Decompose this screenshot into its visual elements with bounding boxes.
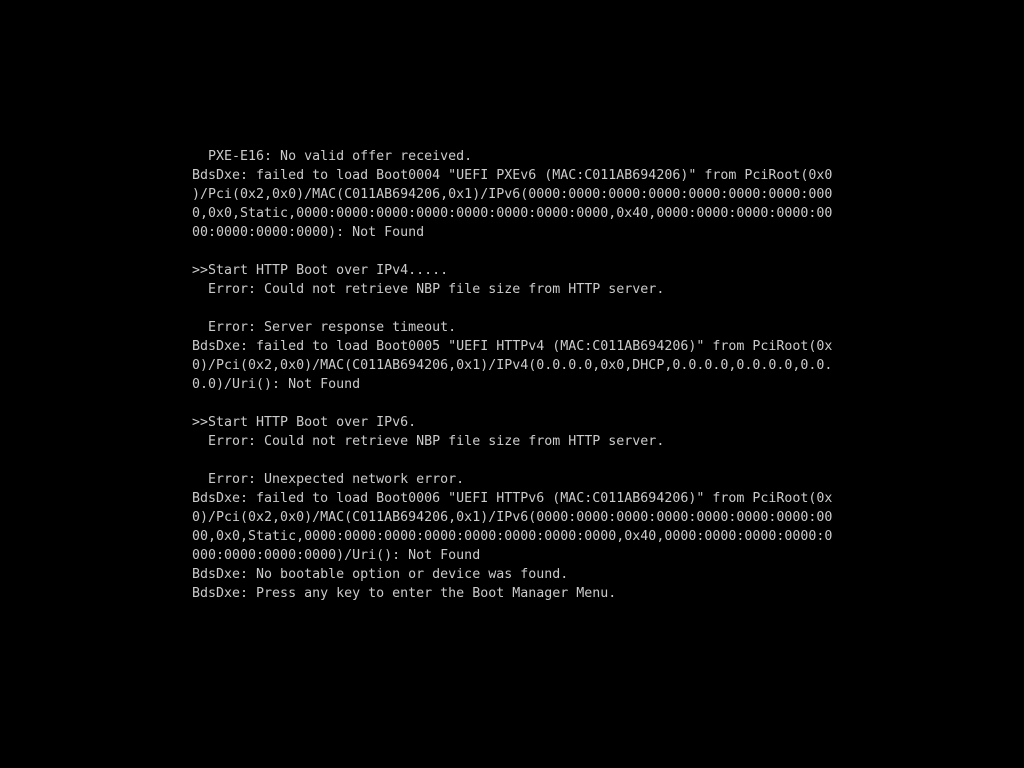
console-line [192, 451, 836, 470]
console-line [192, 394, 836, 413]
console-line [192, 242, 836, 261]
console-line: Error: Could not retrieve NBP file size from HTTP server. [192, 434, 665, 449]
console-line: 000:0000:0000:0000)/Uri(): Not Found [192, 548, 481, 563]
console-line: 0)/Pci(0x2,0x0)/MAC(C011AB694206,0x1)/IPv4(0.0.0.0,0x0,DHCP,0.0.0.0,0.0.0.0,0.0. [192, 358, 833, 373]
console-line: BdsDxe: Press any key to enter the Boot Manager Menu. [192, 586, 617, 601]
console-line: PXE-E16: No valid offer received. [192, 149, 473, 164]
console-line: Error: Server response timeout. [192, 320, 457, 335]
console-line: 00,0x0,Static,0000:0000:0000:0000:0000:0000:0000:0000,0x40,0000:0000:0000:0000:0 [192, 529, 833, 544]
console-line: Error: Unexpected network error. [192, 472, 465, 487]
console-line: 00:0000:0000:0000): Not Found [192, 225, 425, 240]
console-line: 0,0x0,Static,0000:0000:0000:0000:0000:0000:0000:0000,0x40,0000:0000:0000:0000:00 [192, 206, 833, 221]
console-line: )/Pci(0x2,0x0)/MAC(C011AB694206,0x1)/IPv6(0000:0000:0000:0000:0000:0000:0000:000 [192, 187, 833, 202]
console-output [192, 147, 836, 603]
console-line: 0.0)/Uri(): Not Found [192, 377, 361, 392]
console-line: BdsDxe: failed to load Boot0005 "UEFI HTTPv4 (MAC:C011AB694206)" from PciRoot(0x [192, 339, 833, 354]
console-line: Error: Could not retrieve NBP file size from HTTP server. [192, 282, 665, 297]
console-line: BdsDxe: failed to load Boot0004 "UEFI PXEv6 (MAC:C011AB694206)" from PciRoot(0x0 [192, 168, 833, 183]
console-line: 0)/Pci(0x2,0x0)/MAC(C011AB694206,0x1)/IPv6(0000:0000:0000:0000:0000:0000:0000:00 [192, 510, 833, 525]
console-line: BdsDxe: No bootable option or device was found. [192, 567, 569, 582]
console-line: >>Start HTTP Boot over IPv4..... [192, 263, 449, 278]
console-line: >>Start HTTP Boot over IPv6. [192, 415, 417, 430]
console-line [192, 299, 836, 318]
console-line: BdsDxe: failed to load Boot0006 "UEFI HTTPv6 (MAC:C011AB694206)" from PciRoot(0x [192, 491, 833, 506]
